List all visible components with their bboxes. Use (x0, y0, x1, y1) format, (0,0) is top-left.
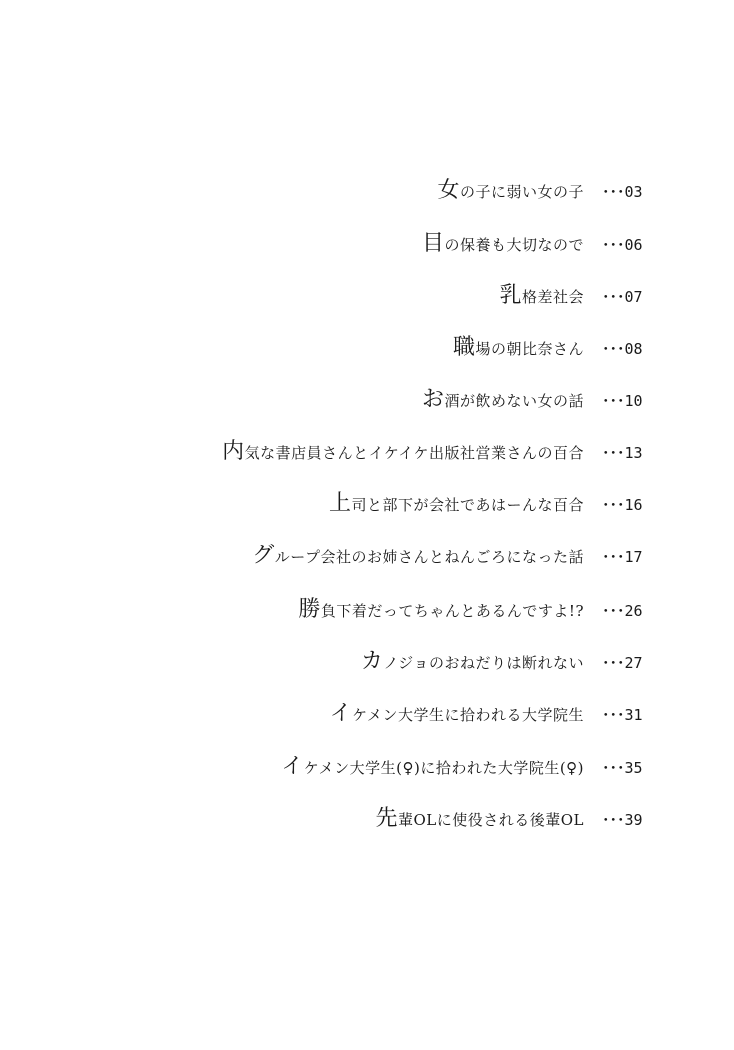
toc-entry-page: ･･･39 (602, 811, 643, 829)
toc-entry-rest: の子に弱い女の子 (459, 183, 584, 201)
toc-entry-initial: 女 (437, 178, 460, 203)
toc-entry-rest: ノジョのおねだりは断れない (383, 654, 584, 672)
toc-entry-title (422, 233, 584, 255)
toc-entry-title (222, 441, 584, 463)
toc-entry-rest: 気な書店員さんとイケイケ出版社営業さんの百合 (244, 444, 584, 462)
toc-entry[interactable] (252, 533, 658, 567)
toc-entry-rest: 場の朝比奈さん (475, 340, 584, 358)
toc-entry-initial: 内 (222, 439, 245, 464)
toc-entry-initial: 先 (375, 806, 398, 831)
toc-entry-initial: 勝 (298, 597, 321, 622)
toc-entry[interactable] (437, 168, 658, 202)
toc-entry-page: ･･･17 (602, 548, 643, 566)
toc-entry-title (252, 545, 584, 567)
toc-entry-rest: ループ会社のお姉さんとねんごろになった話 (274, 548, 584, 566)
toc-entry-page: ･･･16 (602, 496, 643, 514)
toc-entry-page: ･･･07 (602, 288, 643, 306)
toc-entry-initial: 目 (421, 231, 445, 256)
toc-entry-page: ･･･10 (602, 392, 643, 410)
toc-entry-page: ･･･27 (602, 654, 643, 672)
toc-entry-initial: 職 (452, 335, 476, 360)
toc-entry[interactable] (375, 796, 658, 830)
toc-entry-rest: 負下着だってちゃんとあるんですよ!? (320, 602, 584, 620)
toc-entry-initial: カ (360, 649, 384, 674)
toc-entry[interactable] (499, 273, 658, 307)
toc-entry[interactable] (298, 587, 658, 621)
toc-entry-rest: ケメン大学生に拾われる大学院生 (352, 706, 584, 724)
toc-entry-title (329, 493, 584, 515)
toc-entry-title (298, 599, 584, 621)
toc-entry[interactable] (222, 429, 658, 463)
toc-entry-title (281, 756, 584, 778)
toc-entry-page: ･･･03 (602, 183, 643, 201)
toc-entry-title (375, 808, 584, 830)
toc-entry-initial: 乳 (499, 283, 522, 308)
toc-entry-rest: の保養も大切なので (444, 236, 584, 254)
toc-entry-title (437, 180, 584, 202)
toc-entry-initial: イ (281, 754, 304, 779)
toc-entry-page: ･･･35 (602, 759, 643, 777)
toc-entry-initial: 上 (328, 491, 352, 516)
toc-entry-page: ･･･06 (602, 236, 643, 254)
toc-entry[interactable] (329, 481, 658, 515)
toc-entry[interactable] (422, 377, 658, 411)
toc-entry-rest: 司と部下が会社であはーんな百合 (351, 496, 584, 514)
toc-entry[interactable] (453, 325, 658, 359)
toc-entry-title (361, 651, 584, 673)
toc-entry[interactable] (422, 221, 658, 255)
toc-entry-title (453, 337, 584, 359)
toc-entry-title (422, 389, 584, 411)
toc-entry-rest: 格差社会 (521, 288, 584, 306)
toc-entry[interactable] (281, 744, 658, 778)
toc-entry-page: ･･･31 (602, 706, 643, 724)
toc-entry-rest: 酒が飲めない女の話 (444, 392, 584, 410)
toc-entry-initial: お (421, 387, 445, 412)
toc-entry-initial: グ (252, 543, 275, 568)
toc-entry-page: ･･･08 (602, 340, 643, 358)
toc-entry[interactable] (330, 691, 658, 725)
toc-entry-rest: 輩OLに使役される後輩OL (397, 811, 584, 829)
toc-entry-rest: ケメン大学生(♀)に拾われた大学院生(♀) (303, 759, 584, 777)
toc-entry-page: ･･･26 (602, 602, 643, 620)
toc-entry-title (330, 703, 584, 725)
toc-entry-title (499, 285, 584, 307)
toc-entry-page: ･･･13 (602, 444, 643, 462)
toc-entry-initial: イ (329, 701, 353, 726)
toc-entry[interactable] (361, 639, 658, 673)
